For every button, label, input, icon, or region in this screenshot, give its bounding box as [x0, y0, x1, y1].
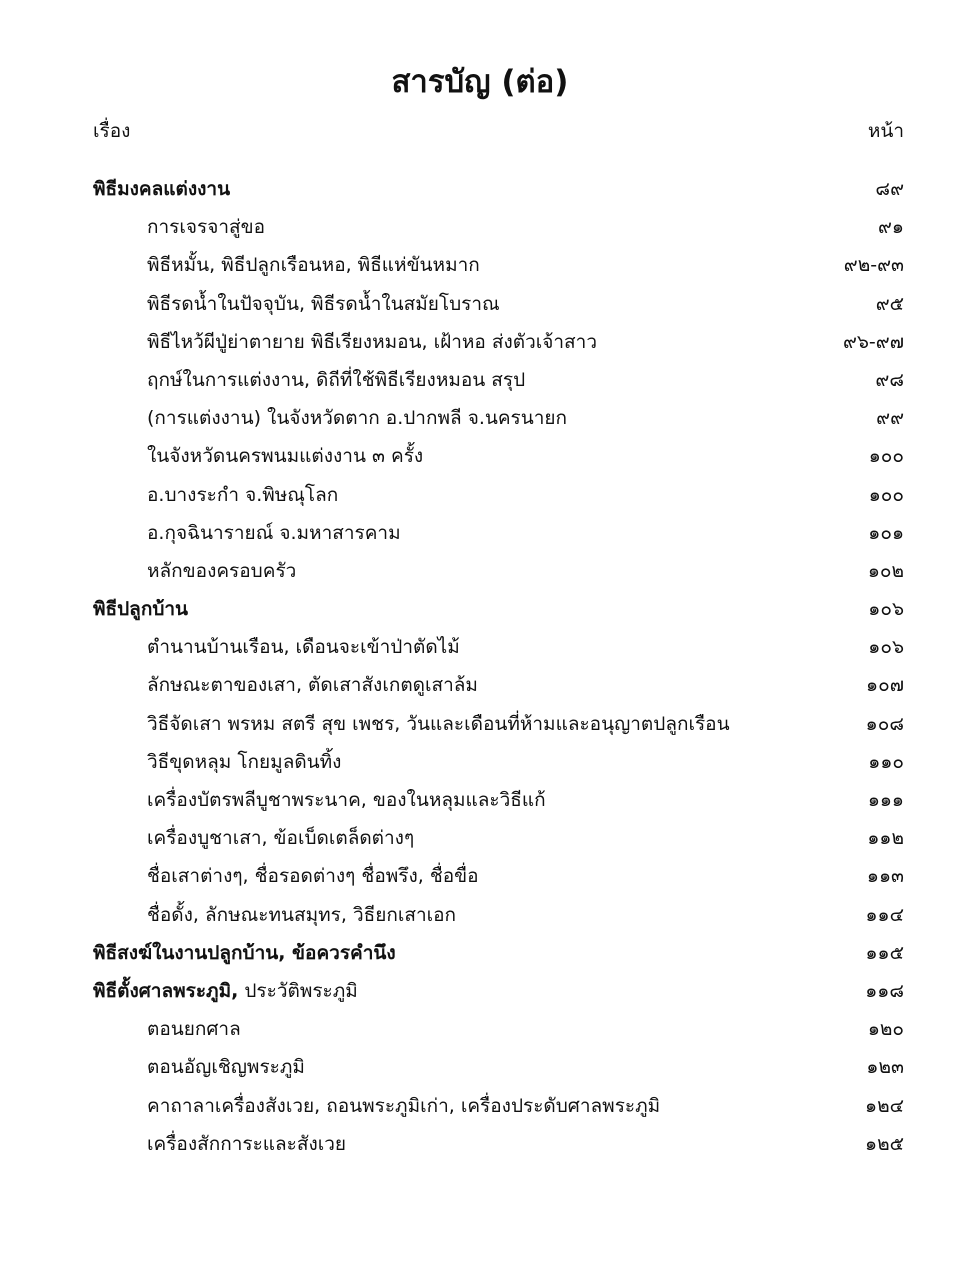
- toc-entry-text: ตำนานบ้านเรือน, เดือนจะเข้าป่าตัดไม้: [147, 636, 460, 659]
- toc-item: [0, 747, 960, 785]
- toc-entry-page-number: ๑๐๗: [866, 674, 904, 697]
- toc-section: [0, 938, 960, 976]
- toc-item: [0, 1129, 960, 1167]
- toc-entry-title: [147, 1129, 346, 1159]
- toc-entry-title: [147, 441, 423, 471]
- toc-entry-bold-text: พิธีมงคลแต่งงาน: [93, 178, 231, 200]
- toc-entry-text: พิธีรดน้ำในปัจจุบัน, พิธีรดน้ำในสมัยโบราณ: [147, 292, 500, 315]
- toc-item: [0, 441, 960, 479]
- toc-entry-title: [147, 747, 341, 777]
- toc-entry-title: [147, 1091, 660, 1121]
- toc-entry-text: (การแต่งงาน) ในจังหวัดตาก อ.ปากพลี จ.นครนายก: [147, 407, 568, 430]
- toc-entry-title: [147, 785, 546, 815]
- toc-entry-page-number: ๑๐๖: [868, 598, 904, 621]
- toc-entry-title: [147, 556, 296, 586]
- toc-entry-text: เครื่องบัตรพลีบูชาพระนาค, ของในหลุมและวิธีแก้: [147, 789, 546, 811]
- column-header-topic: เรื่อง: [93, 120, 131, 142]
- toc-item: [0, 403, 960, 441]
- toc-entry-page-number: ๑๑๐: [868, 750, 904, 773]
- toc-item: [0, 632, 960, 670]
- toc-entry-title: [147, 709, 730, 739]
- toc-entry-page-number: ๙๕: [875, 292, 904, 315]
- toc-entry-title: [147, 365, 525, 395]
- toc-entry-page-number: ๘๙: [875, 178, 904, 200]
- toc-entry-text: อ.บางระกำ จ.พิษณุโลก: [147, 483, 339, 506]
- toc-entry-text: ฤกษ์ในการแต่งงาน, ดิถีที่ใช้พิธีเรียงหมอน สรุป: [147, 368, 526, 391]
- toc-entry-text: อ.กุจฉินารายณ์ จ.มหาสารคาม: [147, 521, 401, 544]
- toc-item: [0, 1014, 960, 1052]
- toc-entry-title: [147, 900, 456, 930]
- toc-entry-title: [147, 1014, 241, 1044]
- toc-entry-page-number: ๑๑๕: [865, 941, 904, 964]
- toc-section: [0, 594, 960, 632]
- toc-entry-title: [93, 938, 396, 968]
- toc-entry-title: [93, 174, 230, 204]
- toc-entry-title: [147, 480, 338, 510]
- toc-entry-page-number: ๙๑: [878, 216, 904, 239]
- toc-entry-bold-text: พิธีปลูกบ้าน: [93, 598, 189, 621]
- toc-entry-page-number: ๑๒๓: [866, 1056, 904, 1079]
- toc-entry-title: [147, 289, 500, 319]
- toc-item: [0, 212, 960, 250]
- toc-item: [0, 250, 960, 288]
- toc-entry-text: คาถาลาเครื่องสังเวย, ถอนพระภูมิเก่า, เครื่องประดับศาลพระภูมิ: [147, 1094, 661, 1117]
- toc-section: [0, 174, 960, 212]
- toc-entry-title: [147, 823, 414, 853]
- toc-entry-page-number: ๑๑๒: [867, 827, 904, 850]
- toc-entry-bold-text: พิธีตั้งศาลพระภูมิ,: [93, 979, 239, 1002]
- toc-item: [0, 327, 960, 365]
- toc-entry-page-number: ๙๘: [875, 368, 904, 391]
- toc-entry-title: [93, 594, 188, 624]
- toc-entry-text: วิธีขุดหลุม โกยมูลดินทิ้ง: [147, 750, 342, 773]
- toc-entry-page-number: ๑๐๘: [865, 712, 904, 735]
- toc-entry-page-number: ๑๑๑: [867, 789, 904, 811]
- toc-entry-page-number: ๑๑๘: [865, 979, 904, 1002]
- toc-entry-text: ในจังหวัดนครพนมแต่งงาน ๓ ครั้ง: [147, 445, 424, 468]
- toc-entry-page-number: ๑๐๐: [868, 483, 904, 506]
- toc-entry-text: ชื่อเสาต่างๆ, ชื่อรอดต่างๆ ชื่อพรึง, ชื่อขื่อ: [147, 865, 479, 888]
- toc-item: [0, 289, 960, 327]
- toc-item: [0, 1052, 960, 1090]
- toc-list: [0, 174, 960, 1167]
- page-title: สารบัญ (ต่อ): [391, 64, 569, 100]
- toc-entry-title: [147, 670, 478, 700]
- toc-entry-page-number: ๑๐๒: [867, 559, 904, 582]
- toc-entry-page-number: ๙๖-๙๗: [842, 330, 904, 353]
- toc-item: [0, 518, 960, 556]
- toc-entry-page-number: ๑๐๐: [868, 445, 904, 468]
- toc-section: [0, 976, 960, 1014]
- toc-entry-text: พิธีหมั้น, พิธีปลูกเรือนหอ, พิธีแห่ขันหมาก: [147, 254, 480, 277]
- toc-entry-text: การเจรจาสู่ขอ: [147, 216, 266, 239]
- toc-entry-title: [147, 250, 480, 280]
- toc-entry-title: [147, 518, 401, 548]
- toc-entry-title: [147, 403, 567, 433]
- toc-item: [0, 670, 960, 708]
- toc-entry-title: [147, 212, 265, 242]
- toc-item: [0, 709, 960, 747]
- toc-item: [0, 785, 960, 823]
- toc-item: [0, 480, 960, 518]
- toc-item: [0, 900, 960, 938]
- toc-entry-page-number: ๑๐๑: [868, 521, 904, 544]
- toc-entry-text: หลักของครอบครัว: [147, 559, 297, 582]
- toc-item: [0, 1091, 960, 1129]
- toc-entry-page-number: ๑๑๓: [866, 865, 904, 888]
- toc-entry-page-number: ๑๒๔: [865, 1094, 904, 1117]
- toc-entry-title: [93, 976, 358, 1006]
- toc-entry-title: [147, 1052, 305, 1082]
- toc-entry-text: ลักษณะตาของเสา, ตัดเสาสังเกตดูเสาล้ม: [147, 674, 478, 697]
- toc-item: [0, 365, 960, 403]
- toc-entry-text: วิธีจัดเสา พรหม สตรี สุข เพชร, วันและเดือนที่ห้ามและอนุญาตปลูกเรือน: [147, 712, 730, 735]
- toc-entry-title: [147, 632, 460, 662]
- toc-entry-text: เครื่องบูชาเสา, ข้อเบ็ดเตล็ดต่างๆ: [147, 827, 415, 850]
- toc-entry-text: เครื่องสักการะและสังเวย: [147, 1132, 347, 1155]
- toc-entry-text: ประวัติพระภูมิ: [238, 979, 358, 1002]
- toc-entry-page-number: ๑๒๐: [867, 1018, 904, 1041]
- column-header-page: หน้า: [867, 120, 904, 142]
- toc-entry-bold-text: พิธีสงฆ์ในงานปลูกบ้าน, ข้อควรคำนึง: [93, 941, 396, 964]
- toc-item: [0, 861, 960, 899]
- toc-entry-page-number: ๙๒-๙๓: [843, 254, 904, 277]
- toc-entry-text: พิธีไหว้ผีปู่ย่าตายาย พิธีเรียงหมอน, เฝ้าหอ ส่งตัวเจ้าสาว: [147, 330, 597, 353]
- toc-entry-title: [147, 861, 479, 891]
- toc-entry-text: ตอนยกศาล: [147, 1018, 241, 1041]
- toc-entry-page-number: ๑๑๔: [865, 903, 904, 926]
- toc-entry-page-number: ๑๐๖: [868, 636, 904, 659]
- toc-entry-title: [147, 327, 597, 357]
- toc-entry-text: ชื่อดั้ง, ลักษณะทนสมุทร, วิธียกเสาเอก: [147, 903, 457, 926]
- toc-entry-page-number: ๑๒๕: [865, 1132, 904, 1155]
- toc-entry-text: ตอนอัญเชิญพระภูมิ: [147, 1056, 305, 1079]
- toc-item: [0, 556, 960, 594]
- toc-entry-page-number: ๙๙: [876, 407, 904, 430]
- toc-item: [0, 823, 960, 861]
